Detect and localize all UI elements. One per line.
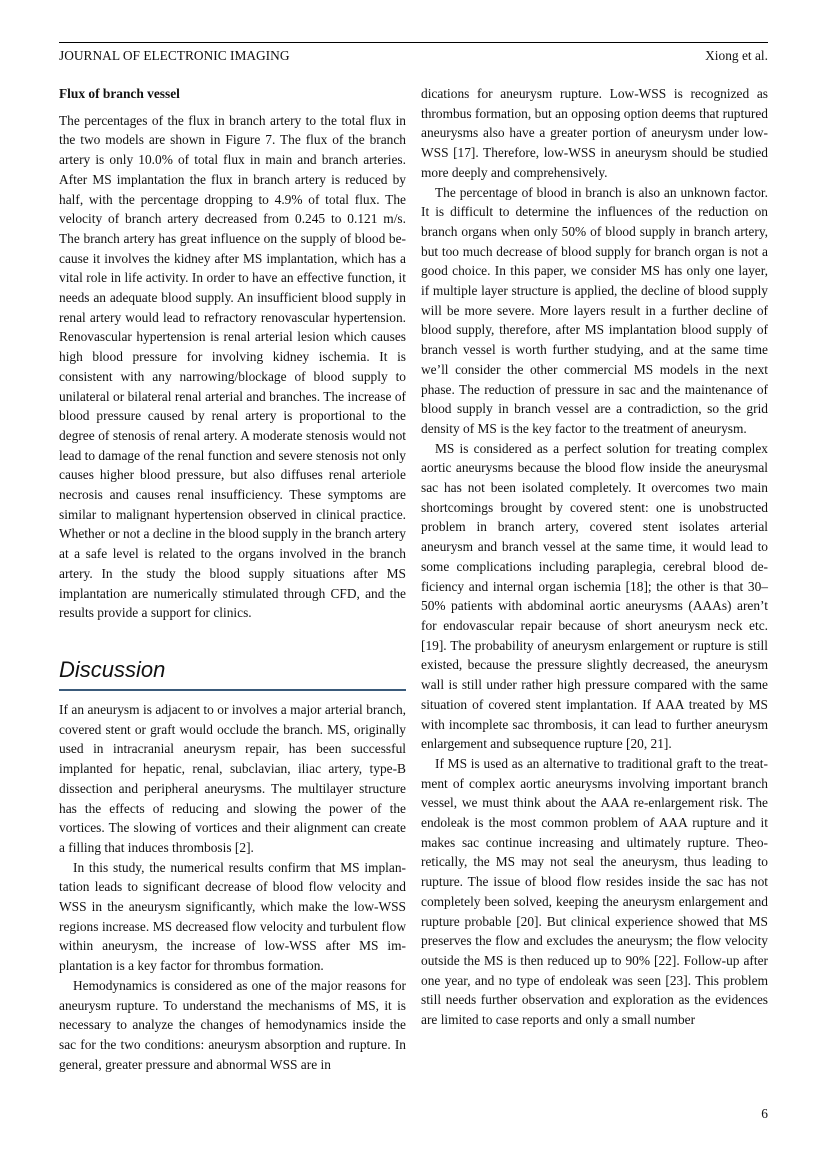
paragraph-discussion-2: In this study, the numerical results confirm that MS implantation leads to significant decrease of blood flow velocity and WSS in the aneurysm significantly, which make the low-WSS regions increase. MS decreased flow velocity and turbulent flow within aneurysm, the increase of low-WSS after MS implantation is a key factor for thrombus formation. <box>59 859 406 974</box>
paragraph-flux-branch-vessel: The percentages of the flux in branch artery to the total flux in the two models are shown in Figure 7. The flux of the branch artery is only 10.0% of total flux in main and branch arteries. After MS implantation the flux in branch artery is reduced by half, with the percentage dropping to 4.9% of total flux. The velocity of branch artery decreased from 0.245 to 0.121 m/s. The branch artery has great influence on the supply of blood because it involves the kidney after MS implantation, which has a vital role in life activity. In order to have an effective function, it needs an adequate blood supply. An insufficient blood supply in renal artery would lead to refractory renovascular hypertension. Renovascular hypertension is renal arterial lesion which causes high blood pressure for involving kidney ischemia. It is consistent with any narrowing/blockage of blood supply to unilateral or bilateral renal arterial and branches. The increase of blood pressure caused by renal artery is proportional to the degree of stenosis of renal artery. A moderate stenosis would not lead to damage of the renal function and severe stenosis not only causes higher blood pressure, but also diffuses renal arteriole necrosis and causes renal insufficiency. These symptoms are similar to malignant hypertension observed in clinical practice. Whether or not a decline in the blood supply in the branch artery at a safe level is related to the organs involved in the branch artery. In the study the blood supply situations after MS implantation are numerically stimulated through CFD, and the results provide a support for clinics. <box>59 112 406 621</box>
left-column <box>59 84 406 1074</box>
journal-name: JOURNAL OF ELECTRONIC IMAGING <box>59 48 290 63</box>
paragraph-ms-solution: MS is considered as a perfect solution for treating complex aortic aneurysms because the blood flow inside the aneurysmal sac has not been isolated completely. It overcomes two main shortcomings brought by covered stent: one is unobstructed problem in branch artery, covered stent isolates arterial aneurysm and branch vessel at the same time, it would lead to some complications including paraplegia, cerebral blood deficiency and internal organ ischemia [18]; the other is that 30–50% patients with abdominal aortic aneurysms (AAAs) aren’t for endovascular repair because of short aneurysm neck etc. [19]. The probability of aneurysm enlargement or rupture is still existed, because the pressure slightly decreased, the aneurysm wall is still under rather high pressure compared with the same situation of covered stent implantation. If AAA treated by MS with incomplete sac thrombosis, it can lead to further aneurysm enlargement and subsequence rupture [20, 21]. <box>421 440 768 752</box>
paragraph-discussion-3: Hemodynamics is considered as one of the major reasons for aneurysm rupture. To understand the mechanisms of MS, it is necessary to analyze the changes of hemodynamics inside the sac for the two conditions: aneurysm absorption and rupture. In general, greater pressure and abnormal WSS are in <box>59 977 406 1072</box>
page-number: 6 <box>761 1106 768 1121</box>
subsection-title: Flux of branch vessel <box>59 86 180 101</box>
paragraph-re-enlargement: If MS is used as an alternative to traditional graft to the treatment of complex aortic aneurysms involving important branch vessel, we must think about the AAA re-enlargement risk. The endoleak is the most common problem of AAA rupture and it makes sac continue increasing and ultimately rupture. Theoretically, the MS may not seal the aneurysm, thus leading to rupture. The issue of blood flow resides inside the sac has not completely been solved, keeping the aneurysm enlargement and rupture probable [20]. But clinical experience showed that MS preserves the flow and excludes the aneurysm; the flow velocity outside the MS is then reduced up to 90% [22]. Follow-up after one year, and no type of endoleak was seen [23]. This problem still needs further observation and exploration as the evidences are limited to case reports and only a small number <box>421 755 768 1028</box>
paragraph-branch-blood: The percentage of blood in branch is also an unknown factor. It is difficult to determine the influences of the reduction on branch organs when only 50% of blood supply in branch artery, but too much decrease of blood supply for branch organ is not a good choice. In this paper, we consider MS has only one layer, if multiple layer structure is applied, the decline of blood supply will be more severe. More layers result in a further decline of blood supply, therefore, after MS implantation blood supply of branch vessel is worth further studying, and at the same time we’ll consider the other commercial MS models in the next phase. The reduction of pressure in sac and the maintenance of blood supply in branch vessel are a contradiction, so the grid density of MS is the key factor to the treatment of aneurysm. <box>421 184 768 436</box>
section-title-discussion: Discussion <box>59 657 406 691</box>
paragraph-discussion-1: If an aneurysm is adjacent to or involves a major arterial branch, covered stent or graft would occlude the branch. MS, originally used in intracranial aneurysm repair, has been successful implanted for hepatic, renal, subclavian, iliac artery, type-B dissection and peripheral aneurysms. The multilayer structure has the effects of reducing and slowing the power of the vortices. The slowing of vortices and their alignment can create a filling that induces thrombosis [2]. <box>59 701 406 855</box>
paragraph-continuation: dications for aneurysm rupture. Low-WSS is recognized as thrombus formation, but an opposing option deems that ruptured aneurysms also have a greater portion of aneurysm under low-WSS [17]. Therefore, low-WSS in aneurysm should be studied more deeply and comprehensively. <box>421 86 768 180</box>
running-authors: Xiong et al. <box>705 48 768 63</box>
right-column <box>421 84 768 1030</box>
running-header <box>59 42 768 63</box>
